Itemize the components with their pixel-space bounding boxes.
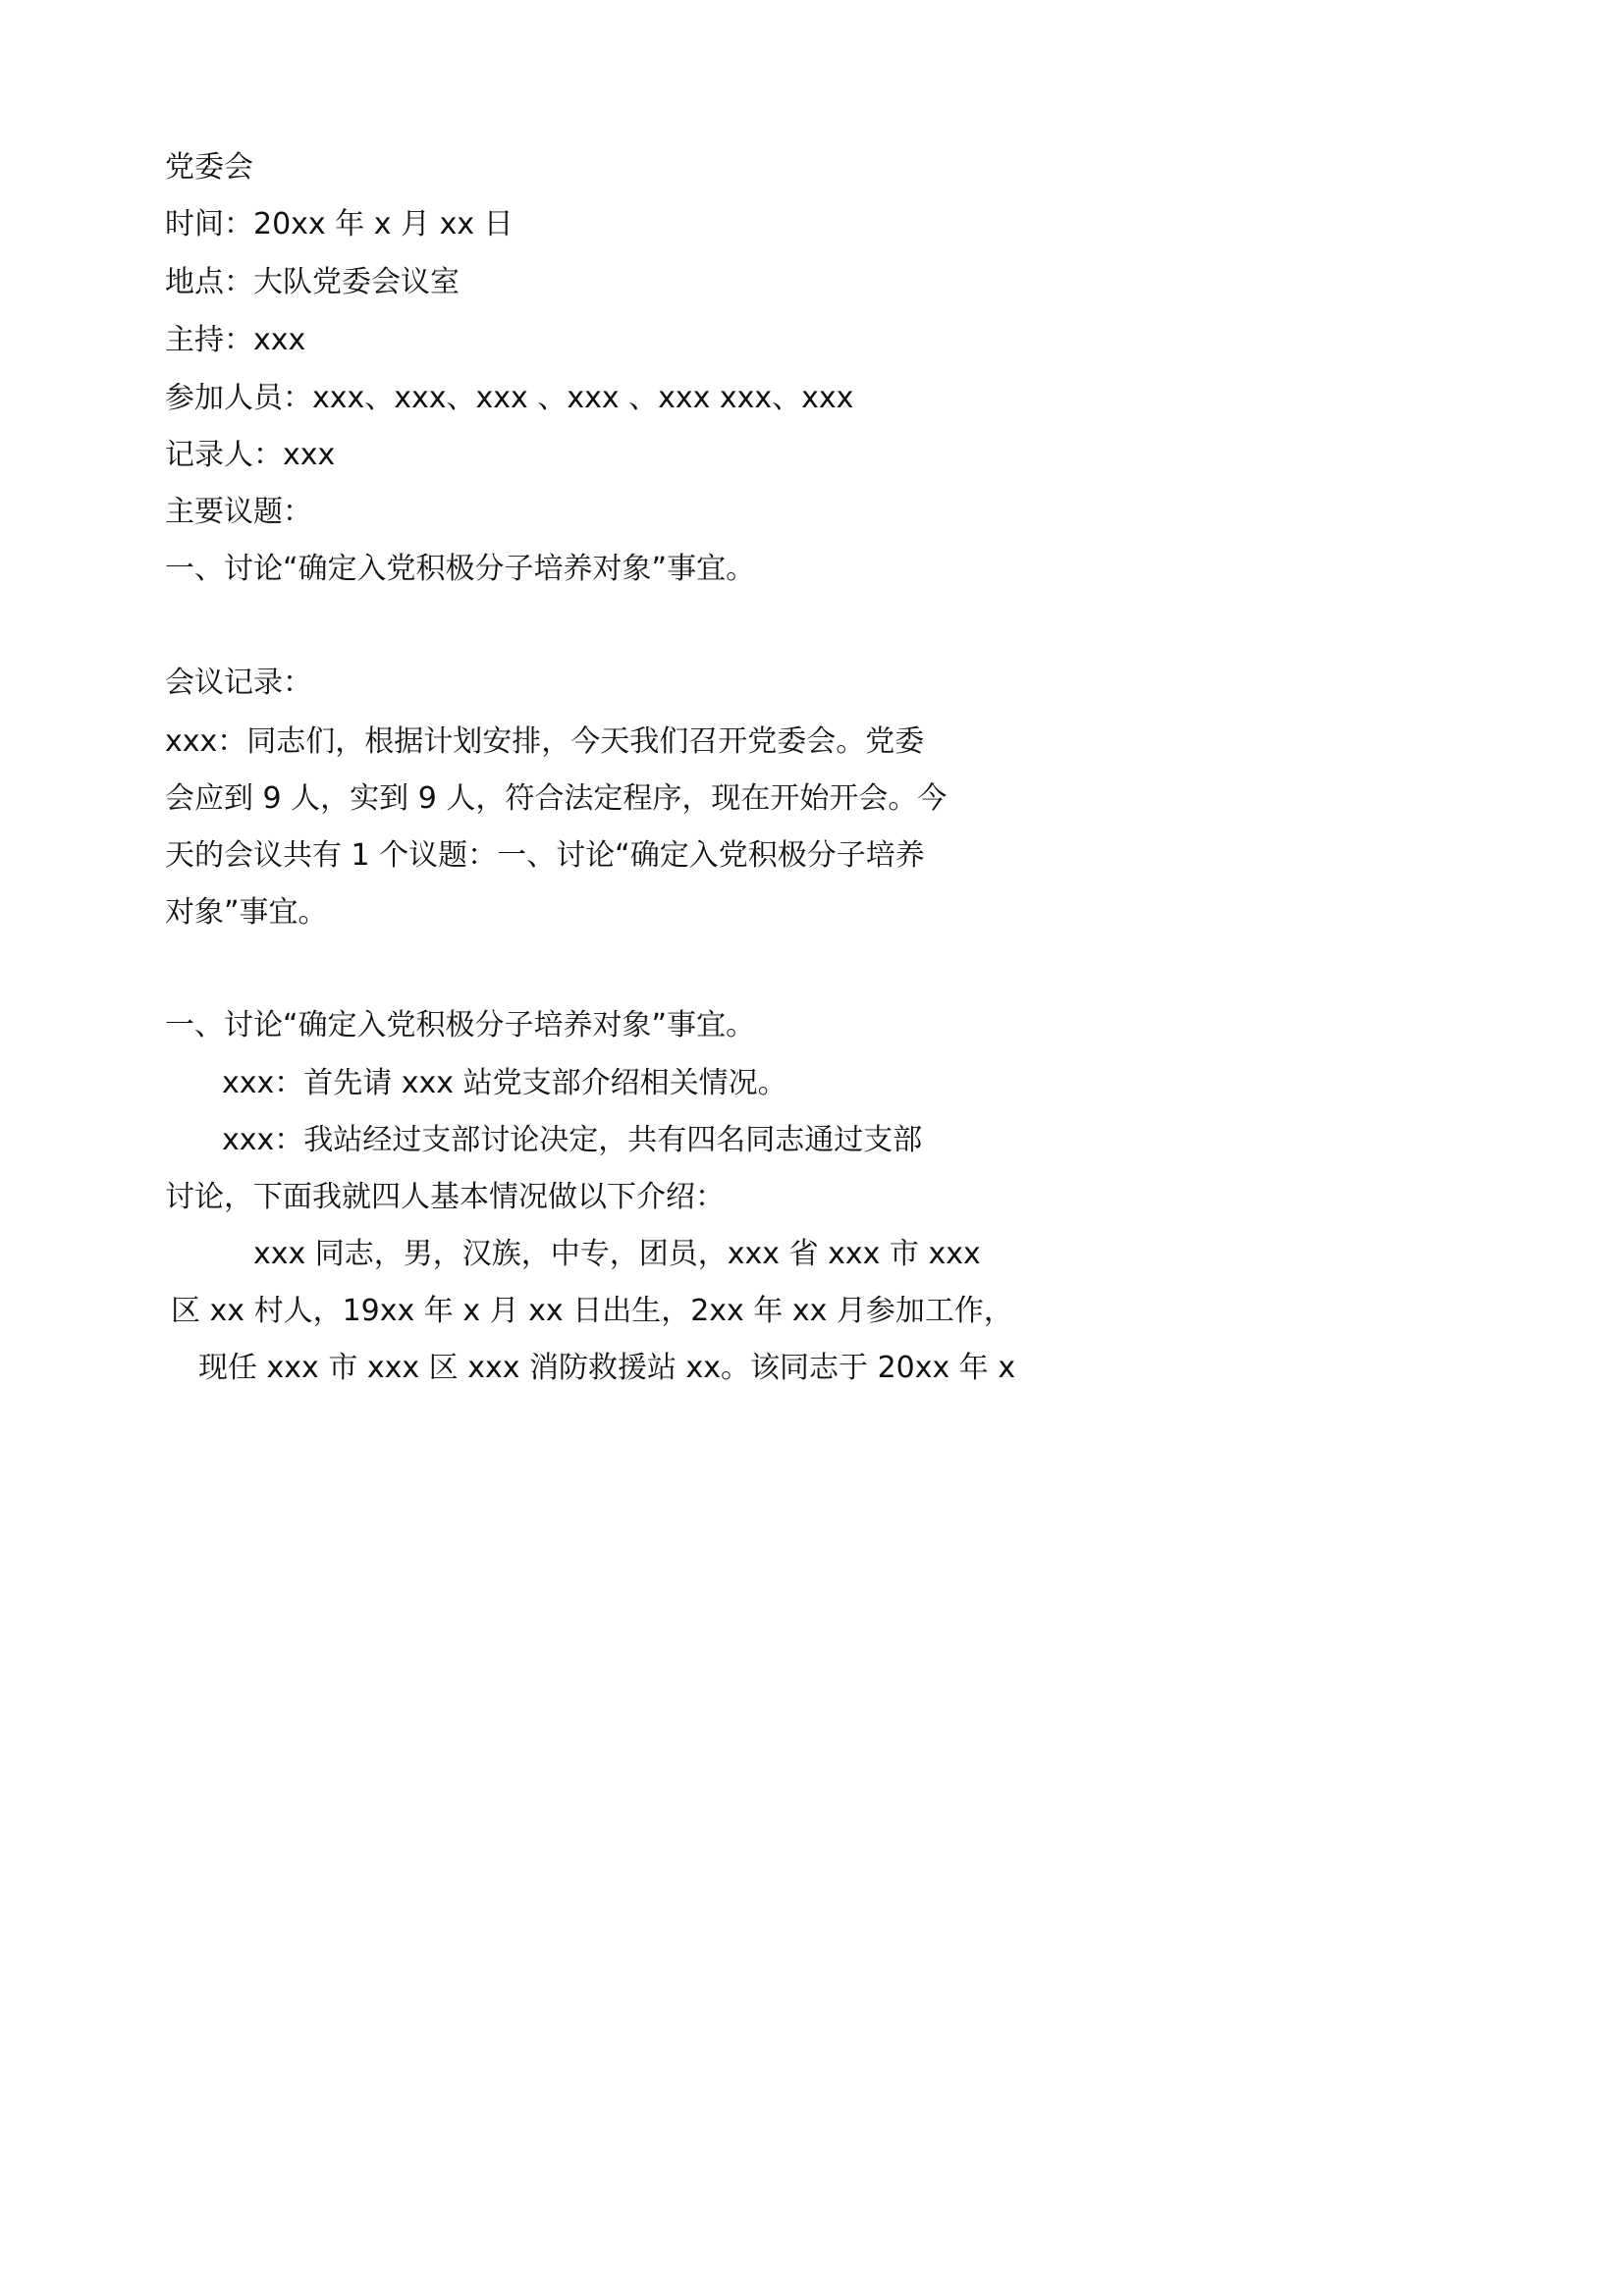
- minutes-paragraph-line: 会应到 9 人，实到 9 人，符合法定程序，现在开始开会。今: [165, 781, 947, 816]
- topic-item: 一、讨论“确定入党积极分子培养对象”事宜。: [165, 552, 756, 586]
- section-paragraph-line: xxx：首先请 xxx 站党支部介绍相关情况。: [222, 1066, 787, 1100]
- minutes-paragraph-line: xxx：同志们，根据计划安排，今天我们召开党委会。党委: [165, 724, 925, 759]
- minutes-heading: 会议记录：: [165, 666, 312, 700]
- section-heading: 一、讨论“确定入党积极分子培养对象”事宜。: [165, 1008, 756, 1042]
- meeting-host: 主持：xxx: [165, 323, 306, 357]
- meeting-attendees: 参加人员：xxx、xxx、xxx 、xxx 、xxx xxx、xxx: [165, 381, 854, 415]
- document-page: [0, 0, 1084, 1532]
- section-paragraph-line: 讨论，下面我就四人基本情况做以下介绍：: [165, 1180, 725, 1214]
- topics-heading: 主要议题：: [165, 495, 312, 529]
- minutes-paragraph-line: 对象”事宜。: [165, 895, 328, 930]
- section-paragraph-line: xxx 同志，男，汉族，中专，团员，xxx 省 xxx 市 xxx: [253, 1237, 981, 1271]
- section-paragraph-line: xxx：我站经过支部讨论决定，共有四名同志通过支部: [222, 1123, 923, 1157]
- section-paragraph-line: 现任 xxx 市 xxx 区 xxx 消防救援站 xx。该同志于 20xx 年 x: [198, 1351, 1016, 1385]
- meeting-recorder: 记录人：xxx: [165, 438, 336, 472]
- meeting-time: 时间：20xx 年 x 月 xx 日: [165, 207, 514, 241]
- meeting-location: 地点：大队党委会议室: [165, 265, 460, 299]
- document-title: 党委会: [165, 150, 253, 185]
- minutes-paragraph-line: 天的会议共有 1 个议题：一、讨论“确定入党积极分子培养: [165, 838, 925, 873]
- section-paragraph-line: 区 xx 村人，19xx 年 x 月 xx 日出生，2xx 年 xx 月参加工作，: [171, 1294, 1013, 1328]
